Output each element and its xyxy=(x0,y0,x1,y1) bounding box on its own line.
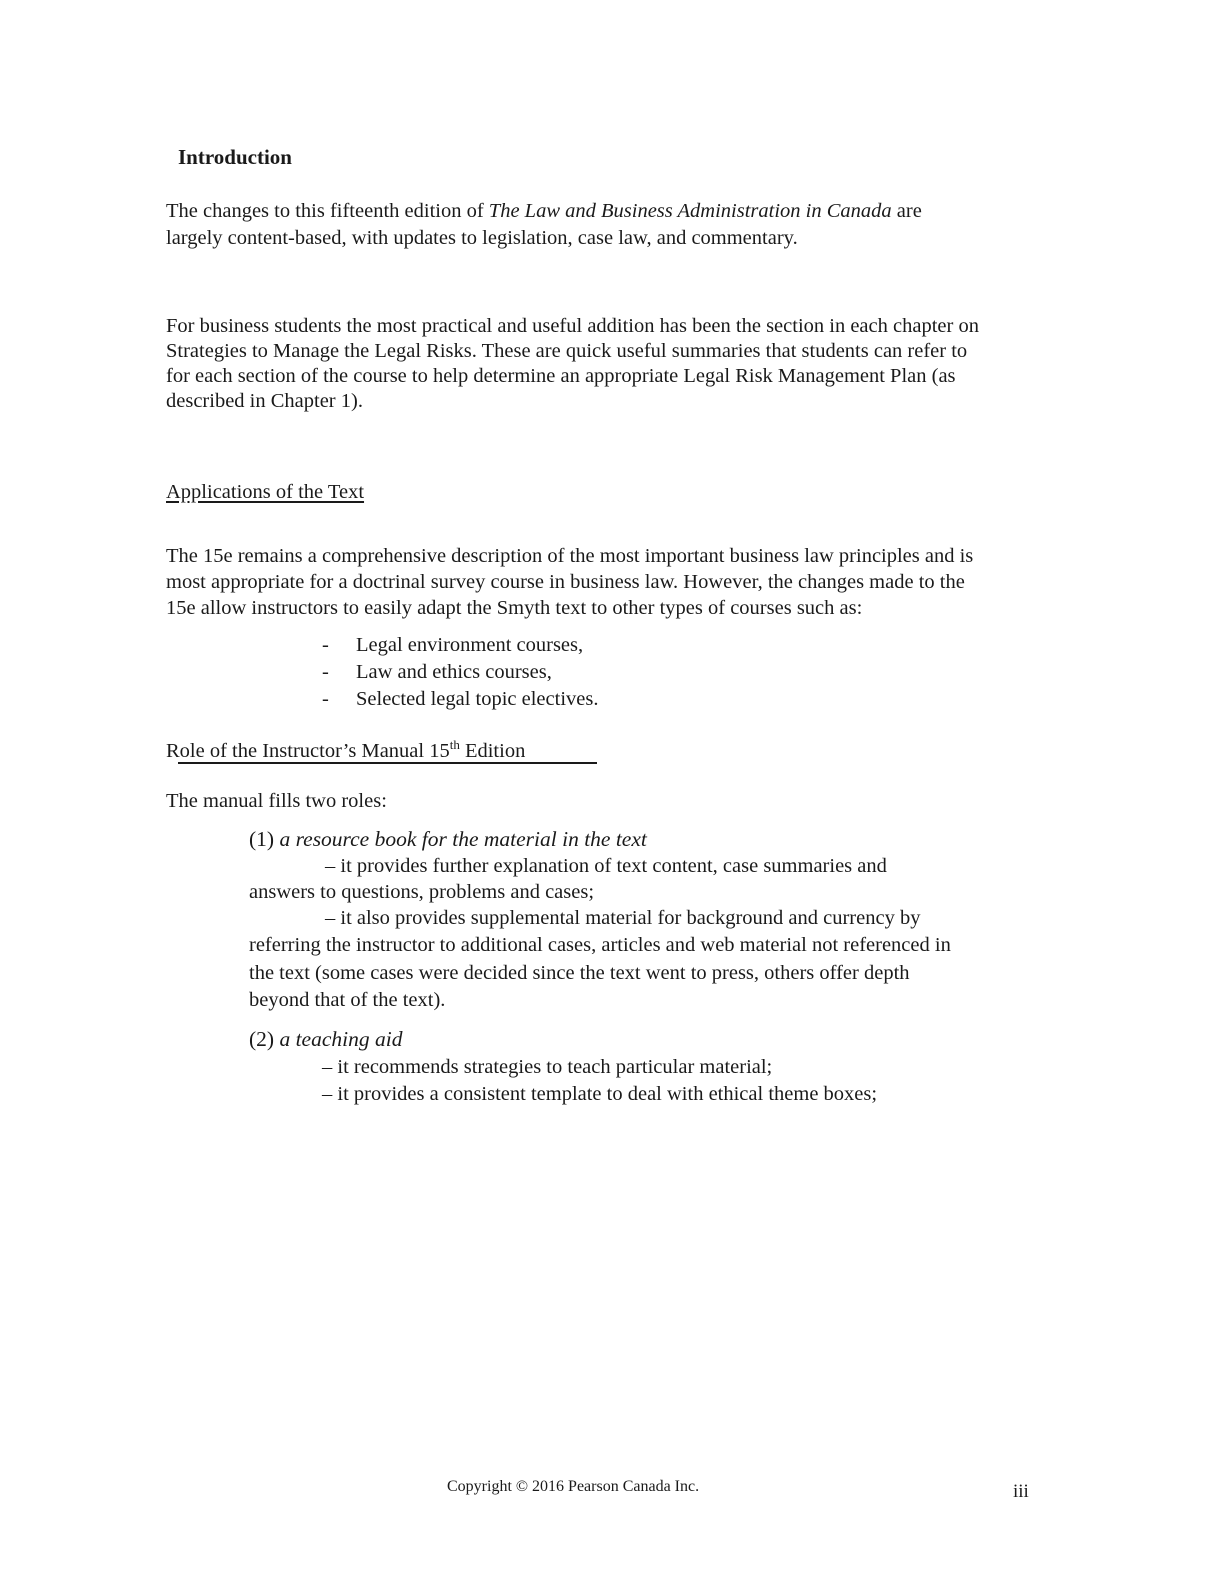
role-2-heading xyxy=(249,1026,402,1052)
role-heading-text: Role of the Instructor’s Manual 15 xyxy=(166,740,450,762)
role-heading-end: Edition xyxy=(459,740,526,762)
section-heading-role xyxy=(166,738,525,764)
copyright-notice: Copyright © 2016 Pearson Canada Inc. xyxy=(447,1478,700,1495)
intro-text-before: The changes to this fifteenth edition of xyxy=(166,200,489,222)
list-item xyxy=(322,632,583,658)
role-intro: The manual fills two roles: xyxy=(166,790,387,812)
section-title-introduction: Introduction xyxy=(178,145,292,169)
intro-paragraph-2-line-2: Strategies to Manage the Legal Risks. These are quick useful summaries that students can refer to xyxy=(166,340,968,362)
page-number: iii xyxy=(1013,1481,1029,1502)
role-2-line-2: – it provides a consistent template to deal with ethical theme boxes; xyxy=(322,1083,878,1105)
section-heading-applications: Applications of the Text xyxy=(166,481,365,503)
intro-paragraph-2-line-1: For business students the most practical and useful addition has been the section in each chapter on xyxy=(166,315,979,337)
role-1-line-3: – it also provides supplemental material for background and currency by xyxy=(325,907,921,929)
intro-text-after: are xyxy=(891,200,922,222)
role-1-heading xyxy=(249,826,647,852)
role-heading-underline xyxy=(178,762,597,764)
list-item-text: Legal environment courses, xyxy=(356,634,584,656)
book-title: The Law and Business Administration in Canada xyxy=(488,200,892,222)
applications-line-3: 15e allow instructors to easily adapt the Smyth text to other types of courses such as: xyxy=(166,597,863,619)
applications-line-2: most appropriate for a doctrinal survey course in business law. However, the changes made to the xyxy=(166,571,965,593)
role-2-title: a teaching aid xyxy=(279,1027,403,1051)
role-1-line-6: beyond that of the text). xyxy=(249,989,446,1011)
role-1-line-4: referring the instructor to additional cases, articles and web material not referenced in xyxy=(249,934,951,956)
role-heading-superscript: th xyxy=(449,737,460,753)
bullet-dash: - xyxy=(322,661,329,683)
intro-paragraph-2-line-4: described in Chapter 1). xyxy=(166,390,363,412)
role-1-title: a resource book for the material in the text xyxy=(279,827,647,851)
role-2-line-1: – it recommends strategies to teach particular material; xyxy=(322,1056,773,1078)
role-1-line-5: the text (some cases were decided since the text went to press, others offer depth xyxy=(249,962,910,984)
intro-paragraph-1-line-2: largely content-based, with updates to legislation, case law, and commentary. xyxy=(166,227,798,249)
applications-line-1: The 15e remains a comprehensive description of the most important business law principles and is xyxy=(166,545,974,567)
bullet-dash: - xyxy=(322,688,329,710)
list-item-text: Selected legal topic electives. xyxy=(356,688,599,710)
role-1-line-1: – it provides further explanation of text content, case summaries and xyxy=(325,855,887,877)
bullet-dash: - xyxy=(322,634,329,656)
list-item-text: Law and ethics courses, xyxy=(356,661,552,683)
role-1-line-2: answers to questions, problems and cases; xyxy=(249,881,595,903)
list-item xyxy=(322,686,598,712)
intro-paragraph-2-line-3: for each section of the course to help determine an appropriate Legal Risk Management Plan (as xyxy=(166,365,956,387)
list-item xyxy=(322,659,552,685)
role-1-number: (1) xyxy=(249,827,280,851)
role-2-number: (2) xyxy=(249,1027,280,1051)
intro-paragraph-1-line-1 xyxy=(166,198,922,224)
